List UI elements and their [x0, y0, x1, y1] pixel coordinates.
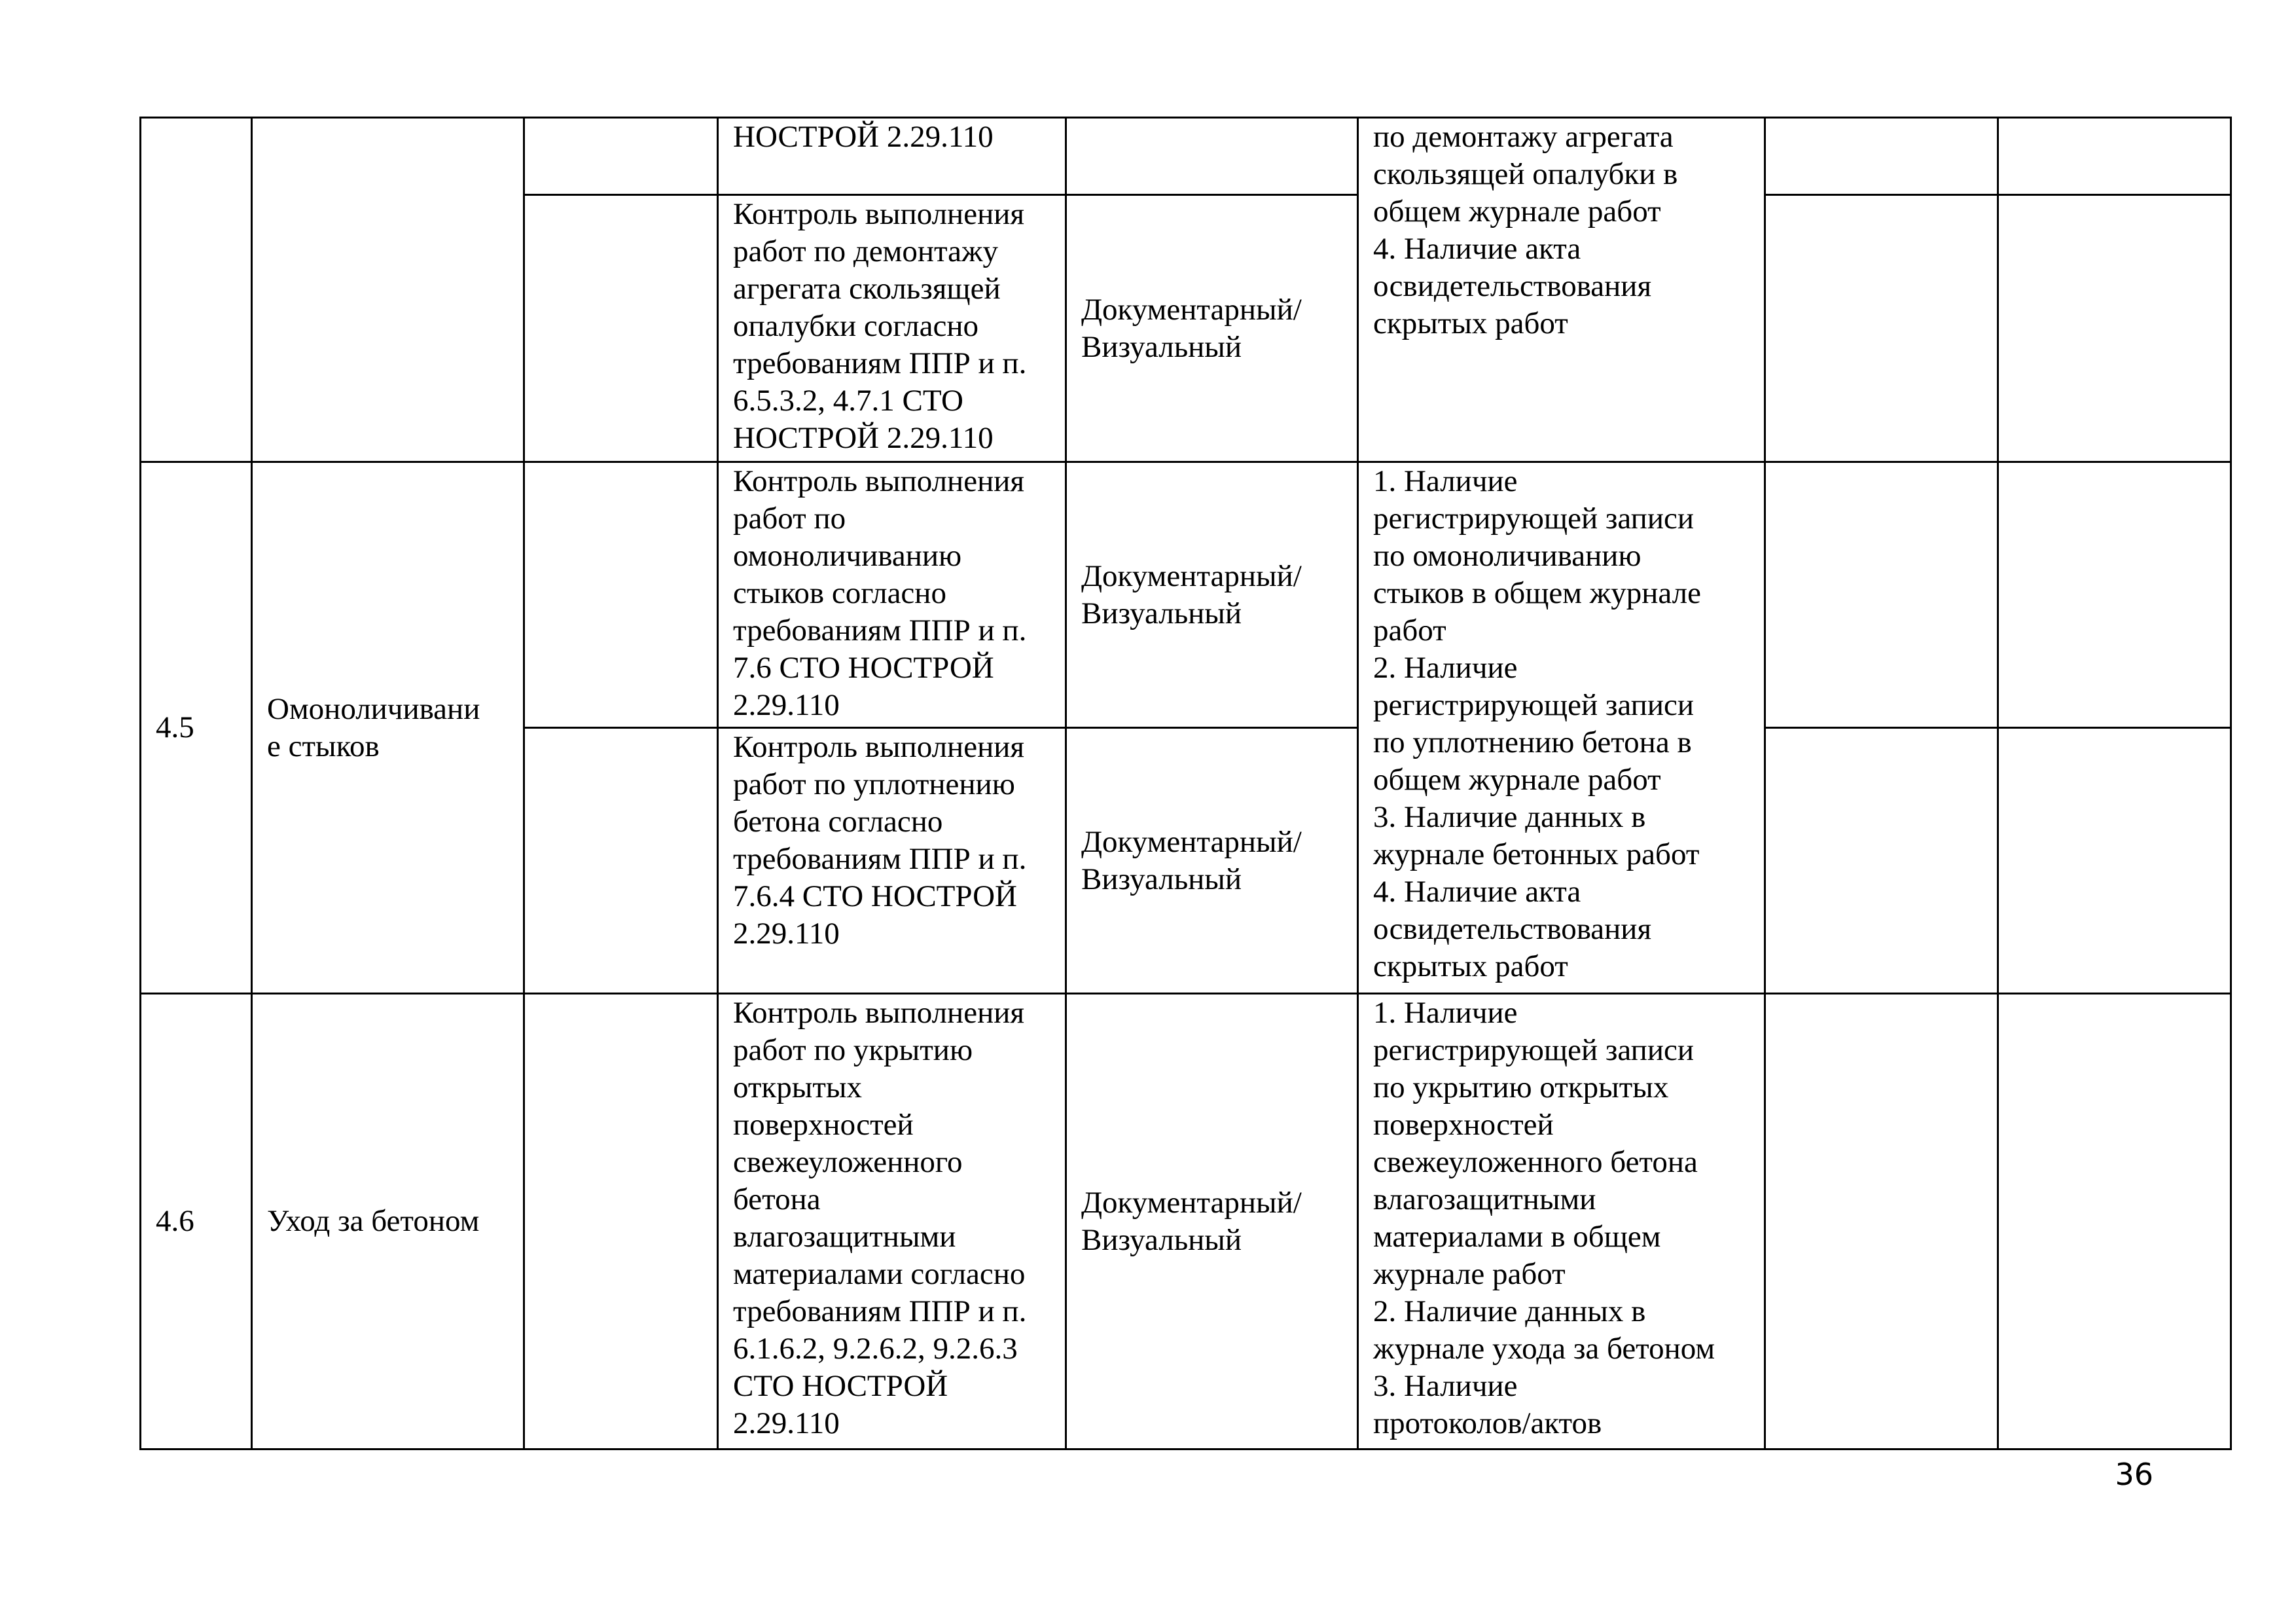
text-line: открытых — [733, 1070, 862, 1104]
text-line: 1. Наличие — [1373, 996, 1518, 1030]
text-line: Визуальный — [1081, 862, 1242, 896]
table-row — [141, 118, 2231, 195]
text-line: Документарный/ — [1081, 292, 1302, 327]
num-cell — [141, 118, 252, 462]
stage-cell — [252, 994, 524, 1450]
control-cell — [718, 118, 1066, 195]
text-line: 4. Наличие акта — [1373, 875, 1581, 909]
num-cell: 4.5 — [141, 462, 252, 994]
text-line: бетона — [733, 1182, 821, 1216]
table-row — [141, 462, 2231, 728]
text-line: скрытых работ — [1373, 949, 1568, 983]
text-line: Документарный/ — [1081, 1185, 1302, 1220]
text-line: стыков в общем журнале — [1373, 576, 1701, 610]
text-line: Документарный/ — [1081, 558, 1302, 593]
text-line: влагозащитными — [1373, 1182, 1596, 1216]
text-line: поверхностей — [733, 1108, 914, 1142]
text-line: требованиям ППР и п. — [733, 346, 1027, 380]
control-cell — [718, 994, 1066, 1450]
text-line: журнале работ — [1373, 1257, 1566, 1291]
text-line: 2. Наличие данных в — [1373, 1294, 1646, 1328]
empty-cell — [1998, 462, 2231, 728]
text-line: бетона согласно — [733, 805, 943, 839]
text-line: 2.29.110 — [733, 917, 840, 951]
text-line: регистрирующей записи — [1373, 688, 1694, 722]
empty-cell — [524, 195, 718, 462]
method-cell — [1066, 118, 1358, 195]
text-line: работ по укрытию — [733, 1033, 973, 1067]
method-cell — [1066, 195, 1358, 462]
stage-cell — [252, 118, 524, 462]
empty-cell — [1998, 728, 2231, 994]
control-cell — [718, 728, 1066, 994]
text-line: 1. Наличие — [1373, 464, 1518, 498]
text-line: свежеуложенного бетона — [1373, 1145, 1698, 1179]
text-line: 3. Наличие — [1373, 1369, 1518, 1403]
text-line: Визуальный — [1081, 1222, 1242, 1257]
text-line: общем журнале работ — [1373, 763, 1661, 797]
empty-cell — [1998, 195, 2231, 462]
text-line: стыков согласно — [733, 576, 946, 610]
text-line: е стыков — [267, 729, 380, 763]
control-cell — [718, 195, 1066, 462]
empty-cell — [1765, 994, 1998, 1450]
page-number: 36 — [2115, 1457, 2153, 1492]
text-line: поверхностей — [1373, 1108, 1554, 1142]
text-line: скользящей опалубки в — [1373, 157, 1678, 191]
text-line: требованиям ППР и п. — [733, 613, 1027, 647]
result-cell — [1358, 462, 1765, 994]
empty-cell — [1998, 994, 2231, 1450]
text-line: требованиям ППР и п. — [733, 842, 1027, 876]
text-line: НОСТРОЙ 2.29.110 — [733, 421, 994, 455]
text-line: журнале ухода за бетоном — [1373, 1332, 1715, 1366]
text-line: опалубки согласно — [733, 309, 978, 343]
text-line: Уход за бетоном — [267, 1204, 480, 1238]
stage-cell — [252, 462, 524, 994]
method-cell — [1066, 994, 1358, 1450]
text-line: по укрытию открытых — [1373, 1070, 1669, 1104]
text-line: 2. Наличие — [1373, 651, 1518, 685]
text-line: материалами согласно — [733, 1257, 1026, 1291]
empty-cell — [1765, 118, 1998, 195]
result-cell — [1358, 994, 1765, 1450]
text-line: Контроль выполнения — [733, 730, 1024, 764]
empty-cell — [1998, 118, 2231, 195]
table-row — [141, 994, 2231, 1450]
text-line: Омоноличивани — [267, 691, 480, 726]
text-line: работ — [1373, 613, 1446, 647]
text-line: 6.5.3.2, 4.7.1 СТО — [733, 384, 963, 418]
text-line: Визуальный — [1081, 596, 1242, 630]
text-line: Визуальный — [1081, 329, 1242, 364]
empty-cell — [1765, 462, 1998, 728]
text-line: агрегата скользящей — [733, 272, 1001, 306]
text-line: по демонтажу агрегата — [1373, 120, 1674, 154]
text-line: освидетельствования — [1373, 912, 1652, 946]
text-line: требованиям ППР и п. — [733, 1294, 1027, 1328]
text-line: работ по демонтажу — [733, 234, 998, 268]
empty-cell — [524, 728, 718, 994]
method-cell — [1066, 462, 1358, 728]
control-cell — [718, 462, 1066, 728]
text-line: работ по уплотнению — [733, 767, 1015, 801]
empty-cell — [524, 462, 718, 728]
text-line: регистрирующей записи — [1373, 1033, 1694, 1067]
text-line: СТО НОСТРОЙ — [733, 1369, 948, 1403]
text-line: протоколов/актов — [1373, 1406, 1602, 1440]
text-line: 4. Наличие акта — [1373, 232, 1581, 266]
text-line: 2.29.110 — [733, 688, 840, 722]
text-line: Контроль выполнения — [733, 464, 1024, 498]
text-line: скрытых работ — [1373, 306, 1568, 340]
text-line: журнале бетонных работ — [1373, 837, 1700, 871]
empty-cell — [524, 994, 718, 1450]
text-line: работ по — [733, 501, 846, 536]
text-line: общем журнале работ — [1373, 194, 1661, 228]
text-line: Контроль выполнения — [733, 996, 1024, 1030]
result-cell — [1358, 118, 1765, 462]
method-cell — [1066, 728, 1358, 994]
text-line: 2.29.110 — [733, 1406, 840, 1440]
control-table — [139, 117, 2232, 1450]
text-line: 3. Наличие данных в — [1373, 800, 1646, 834]
empty-cell — [1765, 195, 1998, 462]
empty-cell — [1765, 728, 1998, 994]
text-line: омоноличиванию — [733, 539, 962, 573]
text-line: свежеуложенного — [733, 1145, 963, 1179]
text-line: влагозащитными — [733, 1220, 956, 1254]
text-line: по омоноличиванию — [1373, 539, 1641, 573]
text-line: материалами в общем — [1373, 1220, 1661, 1254]
text-line: регистрирующей записи — [1373, 501, 1694, 536]
empty-cell — [524, 118, 718, 195]
text-line: 6.1.6.2, 9.2.6.2, 9.2.6.3 — [733, 1332, 1018, 1366]
text-line: 7.6 СТО НОСТРОЙ — [733, 651, 994, 685]
text-line: по уплотнению бетона в — [1373, 725, 1692, 759]
num-cell: 4.6 — [141, 994, 252, 1450]
text-line: Контроль выполнения — [733, 197, 1024, 231]
text-line: освидетельствования — [1373, 269, 1652, 303]
text-line: НОСТРОЙ 2.29.110 — [733, 120, 994, 154]
text-line: Документарный/ — [1081, 824, 1302, 859]
text-line: 7.6.4 СТО НОСТРОЙ — [733, 879, 1017, 913]
